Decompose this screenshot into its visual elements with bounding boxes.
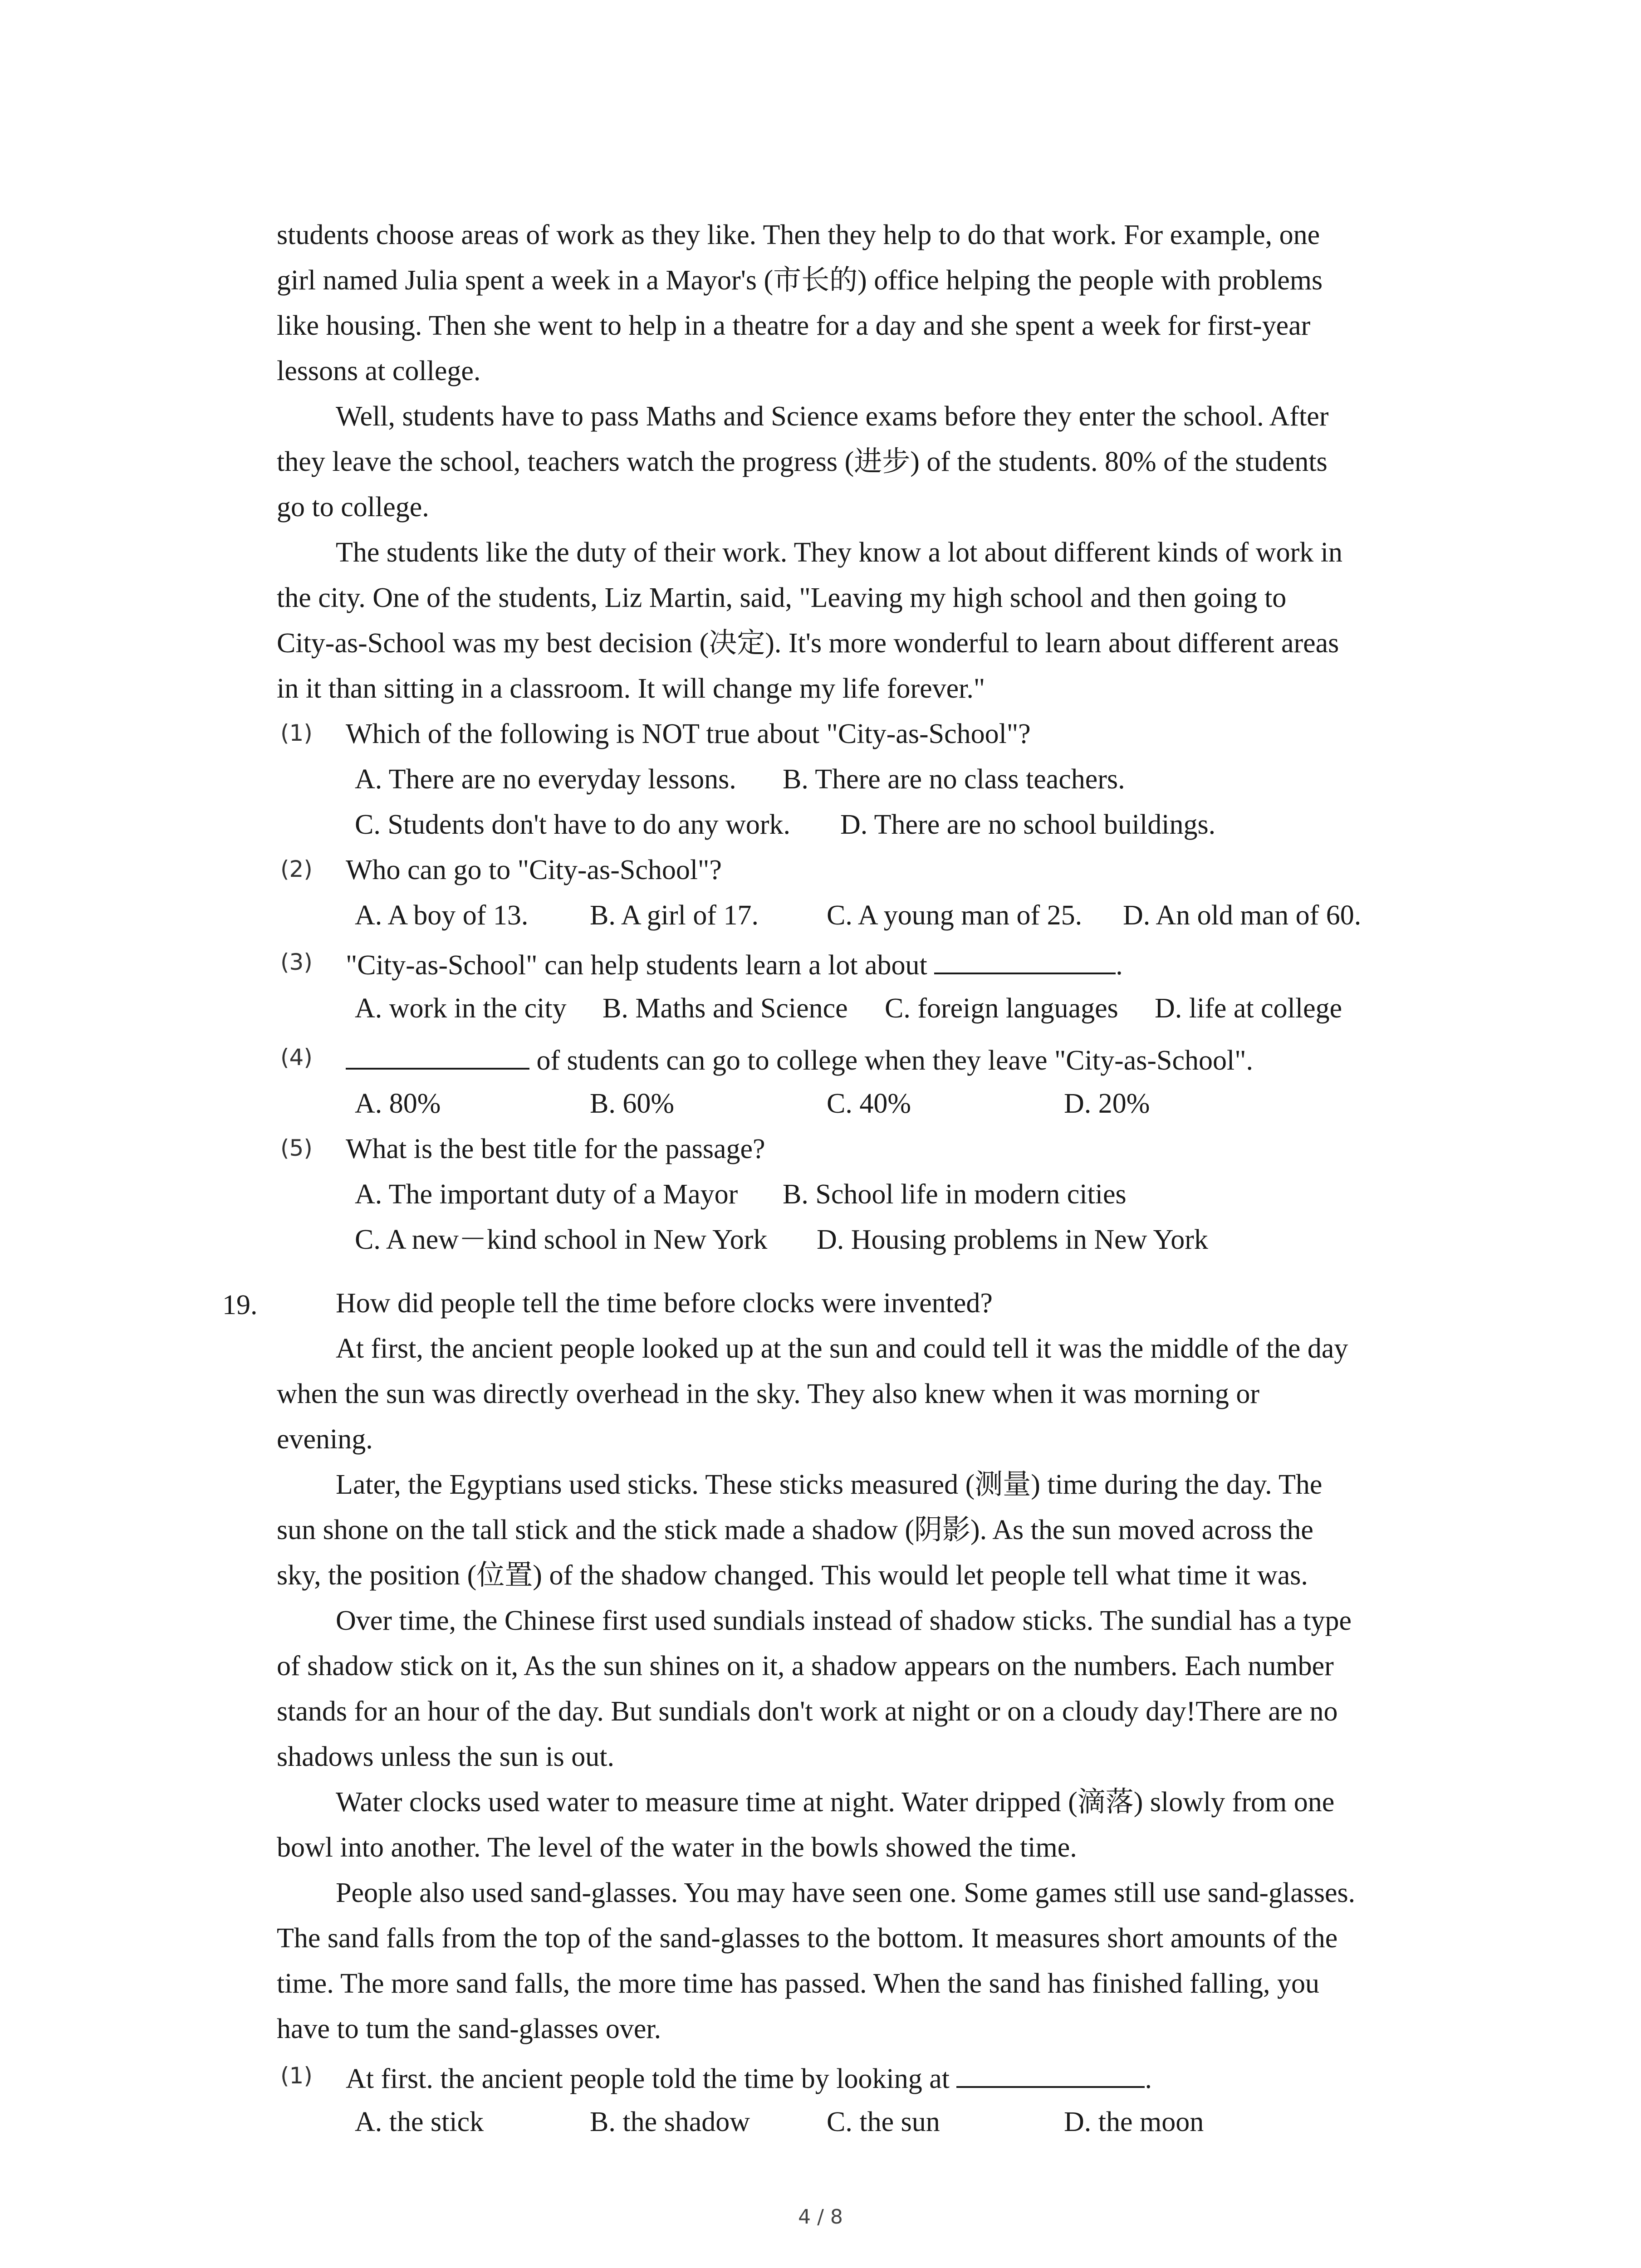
answer-blank — [934, 949, 1116, 974]
passage-line: bowl into another. The level of the water in the bowls showed the time. — [277, 1832, 1077, 1863]
option-b: B. School life in modern cities — [783, 1179, 1127, 1210]
passage-line: of shadow stick on it, As the sun shines on it, a shadow appears on the numbers. Each number — [277, 1651, 1334, 1681]
option-d: D. There are no school buildings. — [840, 809, 1216, 840]
option-d: D. the moon — [1064, 2107, 1204, 2137]
question-text: Which of the following is NOT true about "City-as-School"? — [346, 719, 1031, 749]
option-c: C. A young man of 25. — [827, 900, 1083, 931]
option-a: A. The important duty of a Mayor — [355, 1179, 738, 1210]
passage-line: evening. — [277, 1424, 373, 1455]
option-b: B. A girl of 17. — [590, 900, 759, 931]
page-number: 4 / 8 — [798, 2205, 843, 2229]
option-d: D. life at college — [1155, 993, 1342, 1024]
option-c: C. foreign languages — [885, 993, 1118, 1024]
question-text — [346, 949, 1123, 979]
question-text-after: . — [1116, 950, 1123, 981]
passage-line: sky, the position (位置) of the shadow changed. This would let people tell what time it was. — [277, 1560, 1308, 1591]
passage-line: in it than sitting in a classroom. It will change my life forever." — [277, 673, 985, 704]
passage-line: At first, the ancient people looked up at the sun and could tell it was the middle of the day — [336, 1333, 1348, 1364]
question-text-after: of students can go to college when they leave "City-as-School". — [536, 1045, 1254, 1076]
answer-blank — [956, 2063, 1145, 2088]
passage-line: Well, students have to pass Maths and Science exams before they enter the school. After — [336, 401, 1329, 432]
passage-line: students choose areas of work as they like. Then they help to do that work. For example, one — [277, 220, 1320, 250]
passage-line: sun shone on the tall stick and the stick made a shadow (阴影). As the sun moved across the — [277, 1515, 1313, 1545]
option-a: A. A boy of 13. — [355, 900, 529, 931]
option-a: A. 80% — [355, 1088, 441, 1119]
question-number: (3) — [280, 949, 313, 975]
passage-line: Later, the Egyptians used sticks. These sticks measured (测量) time during the day. The — [336, 1469, 1323, 1500]
question-number: (1) — [280, 2063, 313, 2089]
passage-line: shadows unless the sun is out. — [277, 1741, 614, 1772]
option-c: C. 40% — [827, 1088, 911, 1119]
option-a: A. There are no everyday lessons. — [355, 764, 736, 795]
passage-line: time. The more sand falls, the more time has passed. When the sand has finished falling, you — [277, 1968, 1320, 1999]
question-text-before: At first. the ancient people told the time by looking at — [346, 2063, 950, 2094]
passage-line: Water clocks used water to measure time at night. Water dripped (滴落) slowly from one — [336, 1787, 1335, 1818]
question-group-number: 19. — [222, 1290, 258, 1320]
question-text — [346, 1044, 1253, 1075]
option-a: A. the stick — [355, 2107, 484, 2137]
passage-line: the city. One of the students, Liz Martin, said, "Leaving my high school and then going to — [277, 582, 1287, 613]
question-number: (1) — [280, 720, 313, 746]
question-text: What is the best title for the passage? — [346, 1134, 765, 1164]
question-number: (2) — [280, 856, 313, 882]
option-c: C. A new－kind school in New York — [355, 1224, 768, 1255]
option-d: D. An old man of 60. — [1123, 900, 1362, 931]
passage-line: The students like the duty of their work. They know a lot about different kinds of work in — [336, 537, 1342, 568]
option-b: B. There are no class teachers. — [783, 764, 1125, 795]
option-c: C. the sun — [827, 2107, 940, 2137]
passage-line: like housing. Then she went to help in a theatre for a day and she spent a week for first-year — [277, 310, 1311, 341]
passage-line: City-as-School was my best decision (决定). It's more wonderful to learn about different areas — [277, 628, 1339, 659]
passage-line: girl named Julia spent a week in a Mayor's (市长的) office helping the people with problems — [277, 265, 1323, 296]
question-text — [346, 2063, 1152, 2093]
question-text-before: "City-as-School" can help students learn a lot about — [346, 950, 927, 981]
passage-line: go to college. — [277, 492, 429, 523]
question-number: (5) — [280, 1135, 313, 1161]
passage-line: stands for an hour of the day. But sundials don't work at night or on a cloudy day!There are no — [277, 1696, 1338, 1727]
passage-line: they leave the school, teachers watch the progress (进步) of the students. 80% of the students — [277, 446, 1327, 477]
passage-line: The sand falls from the top of the sand-glasses to the bottom. It measures short amounts of the — [277, 1923, 1338, 1954]
option-b: B. 60% — [590, 1088, 674, 1119]
option-d: D. Housing problems in New York — [817, 1224, 1208, 1255]
option-b: B. Maths and Science — [603, 993, 848, 1024]
option-b: B. the shadow — [590, 2107, 750, 2137]
answer-blank — [346, 1044, 529, 1070]
option-d: D. 20% — [1064, 1088, 1150, 1119]
passage-line: People also used sand-glasses. You may have seen one. Some games still use sand-glasses. — [336, 1877, 1356, 1908]
question-text-after: . — [1145, 2063, 1152, 2094]
passage-line: have to tum the sand-glasses over. — [277, 2014, 661, 2044]
question-text: Who can go to "City-as-School"? — [346, 855, 722, 885]
passage-line: lessons at college. — [277, 356, 481, 386]
passage-line: How did people tell the time before clocks were invented? — [336, 1288, 993, 1319]
option-a: A. work in the city — [355, 993, 567, 1024]
question-number: (4) — [280, 1044, 313, 1070]
passage-line: when the sun was directly overhead in the sky. They also knew when it was morning or — [277, 1378, 1260, 1409]
option-c: C. Students don't have to do any work. — [355, 809, 791, 840]
passage-line: Over time, the Chinese first used sundials instead of shadow sticks. The sundial has a type — [336, 1605, 1352, 1636]
